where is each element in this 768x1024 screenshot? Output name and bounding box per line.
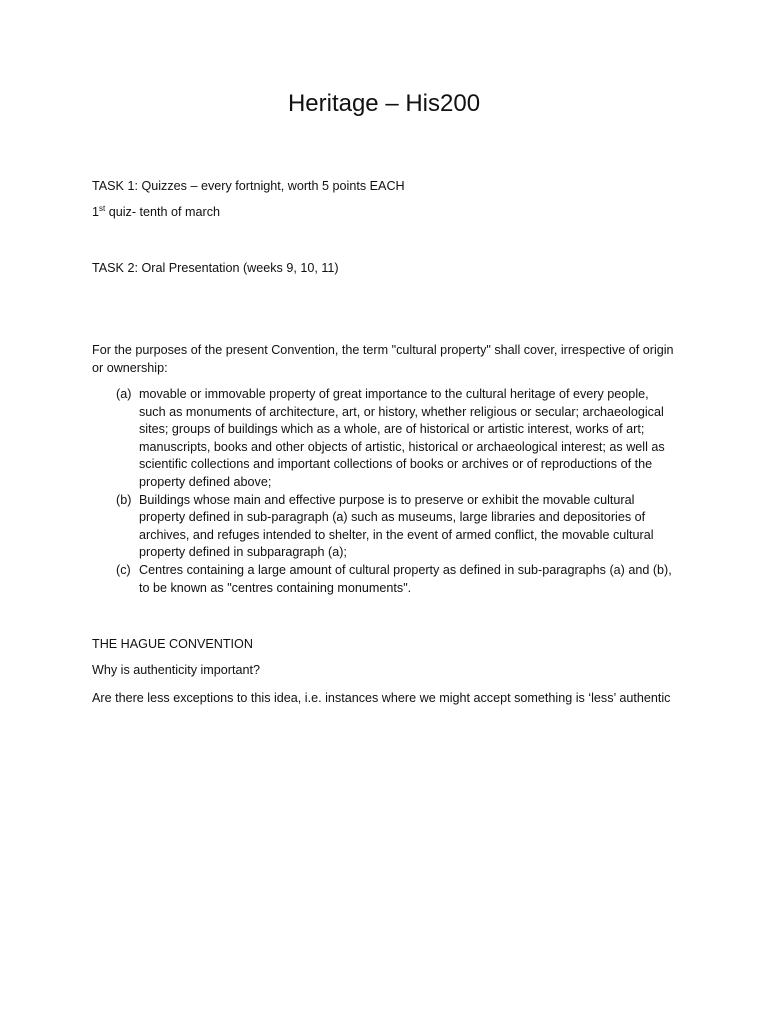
page-title: Heritage – His200 [287, 90, 481, 117]
list-marker: (b) [116, 492, 132, 507]
list-item [116, 562, 676, 597]
list-marker: (c) [116, 562, 131, 577]
list-item [116, 492, 676, 562]
list-item-text: Centres containing a large amount of cultural property as defined in sub-paragraphs (a) and (b), to be known as "centres containing monuments". [139, 562, 672, 595]
first-quiz-line [92, 204, 682, 222]
question-authenticity: Why is authenticity important? [92, 663, 260, 677]
list-item-text: Buildings whose main and effective purpose is to preserve or exhibit the movable cultural property defined in sub-paragraph (a) such as museums, large libraries and depositories of archives, and refuges intended to shelter, in the event of armed conflict, the movable cultural property defined in subparagraph (a); [139, 492, 654, 560]
cultural-property-list [116, 386, 676, 597]
quiz-date-text: quiz- tenth of march [105, 205, 221, 219]
list-item-text: movable or immovable property of great importance to the cultural heritage of every people, such as monuments of architecture, art, or history, whether religious or secular; archaeological sites; groups of buildings which as a whole, are of historical or artistic interest, works of art; manuscripts, books and other objects of artistic, historical or archaeological interest; as well as scientific collections and important collections of books or archives or of reproductions of the property defined above; [139, 387, 665, 489]
quiz-ordinal-suffix: st [99, 203, 106, 213]
convention-intro: For the purposes of the present Convention, the term "cultural property" shall cover, irrespective of origin or ownership: [92, 343, 674, 375]
quiz-number: 1 [92, 205, 100, 219]
task-2-line: TASK 2: Oral Presentation (weeks 9, 10, 11) [92, 261, 339, 275]
hague-heading: THE HAGUE CONVENTION [92, 637, 253, 651]
list-item [116, 386, 676, 492]
task-1-line: TASK 1: Quizzes – every fortnight, worth 5 points EACH [92, 179, 405, 193]
list-marker: (a) [116, 387, 132, 401]
question-exceptions: Are there less exceptions to this idea, i.e. instances where we might accept something is ‘less’ authentic [92, 691, 671, 705]
